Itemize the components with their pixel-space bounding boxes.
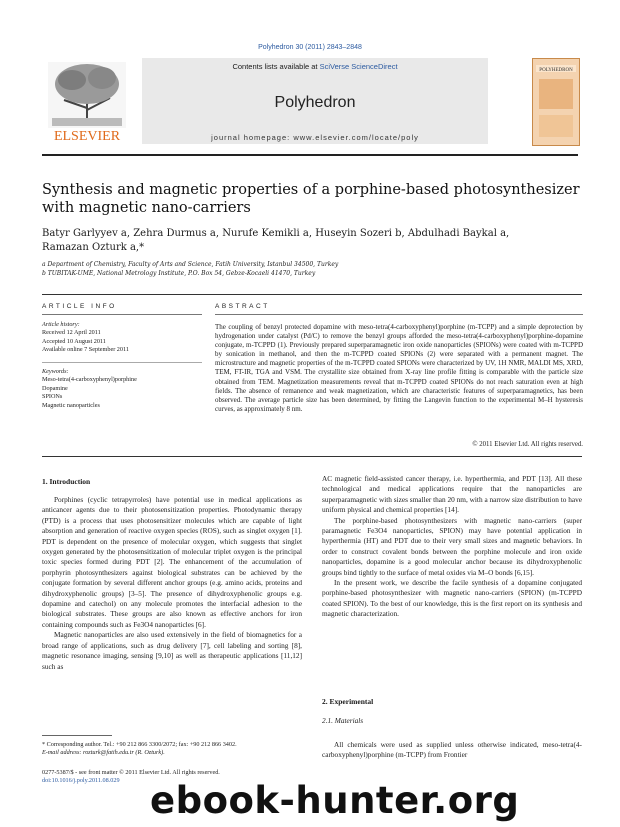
author-list: [42, 227, 582, 255]
authors-line-2[interactable]: Ramazan Ozturk a,*: [42, 242, 145, 253]
keyword-item: Meso-tetra(4-carboxyphenyl)porphine: [42, 376, 137, 384]
received-date: Received 12 April 2011: [42, 329, 101, 337]
doi-link[interactable]: doi:10.1016/j.poly.2011.08.029: [42, 777, 120, 785]
elsevier-logo: [42, 58, 132, 146]
journal-cover-thumbnail: [532, 58, 580, 146]
paragraph: All chemicals were used as supplied unless otherwise indicated, meso-tetra(4-carboxyphenyl)porphine (m-TCPP) from Frontier: [322, 740, 582, 760]
keyword-item: SPIONs: [42, 393, 63, 401]
info-heading-rule: [42, 314, 202, 315]
info-rule: [42, 294, 582, 295]
sciencedirect-link[interactable]: SciVerse ScienceDirect: [319, 62, 398, 71]
journal-name: Polyhedron: [274, 94, 356, 111]
affiliation-b: b TUBITAK-UME, National Metrology Institute, P.O. Box 54, Gebze-Kocaeli 41470, Turkey: [42, 270, 316, 277]
paragraph: The porphine-based photosynthesizers with magnetic nano-carriers (super paramagnetic Fe3O4 nanoparticles, SPION) may have potential application in hyperthermia (HT) and PDT due to their very small sizes and magnetic behaviors. In order to construct covalent bonds between the porphine molecule and iron oxide nanoparticles, dopamine is a good molecular anchor because its dihydroxyphenolic groups bind tightly to the surface of metal oxides via M–O bonds [6,15].: [322, 515, 582, 577]
keyword-item: Magnetic nanoparticles: [42, 401, 100, 409]
online-date: Available online 7 September 2011: [42, 346, 129, 354]
affiliation-a: a Department of Chemistry, Faculty of Arts and Science, Fatih University, Istanbul 34500, Turkey: [42, 261, 339, 268]
corresponding-author-note: * Corresponding author. Tel.: +90 212 866 3300/2072; fax: +90 212 866 3402.: [42, 741, 237, 748]
elsevier-tree-icon: [42, 58, 132, 146]
footnotes: [42, 741, 312, 758]
watermark: ebook-hunter.org: [150, 779, 520, 822]
right-column-continued: [322, 740, 582, 761]
subsection-heading-materials: 2.1. Materials: [322, 716, 364, 725]
paragraph: AC magnetic field-assisted cancer therapy, i.e. hyperthermia, and PDT [13]. All these technological and medical applications require that the nanoparticles are superparamagnetic with sizes smaller than 20 nm, with a narrow size distribution to have uniform physical and chemical properties [14].: [322, 474, 582, 515]
contents-prefix: Contents lists available at: [232, 62, 320, 71]
keywords-label: Keywords:: [42, 368, 69, 375]
abstract-text: The coupling of benzyl protected dopamine with meso-tetra(4-carboxyphenyl)porphine (m-TCPP) and a simple deprotection by hydrogenation under catalyst (Pd/C) to remove the benzyl groups afforded the meso-tetra(4-carboxyphenyl)porphine-dopamine conjugate, m-TCPPD (1). Previously prepared superparamagnetic iron oxide nanoparticles (SPIONs) were coated with m-TCPPD by sonication in methanol, and then the m-TCPPD coated SPIONs (2) were separated with a permanent magnet. The microstructure and magnetic properties of the m-TCPPD coated SPIONs were characterized by UV, 1H NMR, MALDI MS, XRD, TEM, FT-IR, TGA and VSM. The crystallite size obtained from X-ray line profile fitting is comparable with the particle size obtained from TEM. Magnetization measurements reveal that m-TCPPD coated SPIONs do not reach saturation even at high fields. The absence of remanence and weak magnetization, which are characteristic features of superparamagnetics, has been observed. The average particle size has been determined, by fitting the Langevin function to the experimental M–H hysteresis curves, as approximately 8 nm.: [215, 323, 583, 413]
right-column: [322, 474, 582, 620]
left-column: [42, 495, 302, 672]
article-title: Synthesis and magnetic properties of a porphine-based photosynthesizer with magnetic nano-carriers: [42, 182, 580, 216]
section-heading-experimental: 2. Experimental: [322, 697, 374, 706]
svg-text:POLYHEDRON: POLYHEDRON: [539, 68, 573, 73]
article-history: [42, 321, 207, 355]
contents-line: [142, 62, 488, 71]
section-heading-introduction: 1. Introduction: [42, 477, 91, 486]
keywords-rule: [42, 362, 202, 363]
authors-line-1[interactable]: Batyr Garlyyev a, Zehra Durmus a, Nurufe Kemikli a, Huseyin Sozeri b, Abdulhadi Baykal a,: [42, 228, 510, 239]
paragraph: Porphines (cyclic tetrapyrroles) have potential use in medical applications as anticancer agents due to their photosensitization properties. Photodynamic therapy (PTD) is a process that uses photosensitizer molecules which are capable of light absorption and generation of reactive oxygen species (ROS), such as singlet oxygen [1]. PDT is dependent on the presence of molecular oxygen, which suggests that singlet oxygen generated by the photosensitization of molecular triplet oxygen is the principal toxic species formed during PDT [2]. The enhancement of the accumulation of porphyrin photosynthesizers against biological substrates can be achieved by the conjugate formation by several different anchor groups (e.g. amino acids, proteins and dihydroxyphenolic groups) [3–5]. The presence of dihydroxyphenolic groups e.g. dopamine and catechol) on any molecule promotes the interfacial adhesion to the biological substrates. These groups are also known as effective anchors for iron containing compounds such as Fe3O4 nanoparticles [6].: [42, 495, 302, 629]
abstract-bottom-rule: [42, 456, 582, 457]
paragraph: Magnetic nanoparticles are also used extensively in the field of biomagnetics for a broad range of applications, such as drug delivery [7], cell labeling and sorting [8], magnetic resonance imaging, sensing [9,10] as well as therapeutic applications [11,12] such as: [42, 630, 302, 671]
abstract-heading-rule: [215, 314, 583, 315]
journal-homepage[interactable]: journal homepage: www.elsevier.com/locate/poly: [211, 133, 419, 142]
history-label: Article history:: [42, 321, 80, 328]
journal-reference[interactable]: Polyhedron 30 (2011) 2843–2848: [258, 44, 362, 51]
paragraph: In the present work, we describe the facile synthesis of a dopamine conjugated porphine-based photosynthesizer with magnetic nano-carriers (SPION) (m-TCPPD coated SPION). To the best of our knowledge, this is the first report on its synthesis and magnetic characterization.: [322, 578, 582, 619]
issn-line: 0277-5387/$ - see front matter © 2011 Elsevier Ltd. All rights reserved.: [42, 769, 220, 776]
abstract-heading: ABSTRACT: [215, 303, 270, 310]
journal-header: [42, 58, 578, 152]
email-note[interactable]: E-mail address: rozturk@fatih.edu.tr (R. Ozturk).: [42, 749, 165, 757]
copyright-notice: © 2011 Elsevier Ltd. All rights reserved.: [472, 441, 583, 448]
cover-image: [533, 59, 579, 145]
affiliations: [42, 260, 582, 278]
journal-title-band: [142, 58, 488, 144]
footnote-rule: [42, 735, 112, 736]
keywords: [42, 368, 207, 410]
keyword-item: Dopamine: [42, 384, 68, 392]
header-rule: [42, 154, 578, 156]
article-info-heading: ARTICLE INFO: [42, 303, 117, 310]
accepted-date: Accepted 10 August 2011: [42, 337, 106, 345]
svg-text:ELSEVIER: ELSEVIER: [53, 129, 121, 144]
